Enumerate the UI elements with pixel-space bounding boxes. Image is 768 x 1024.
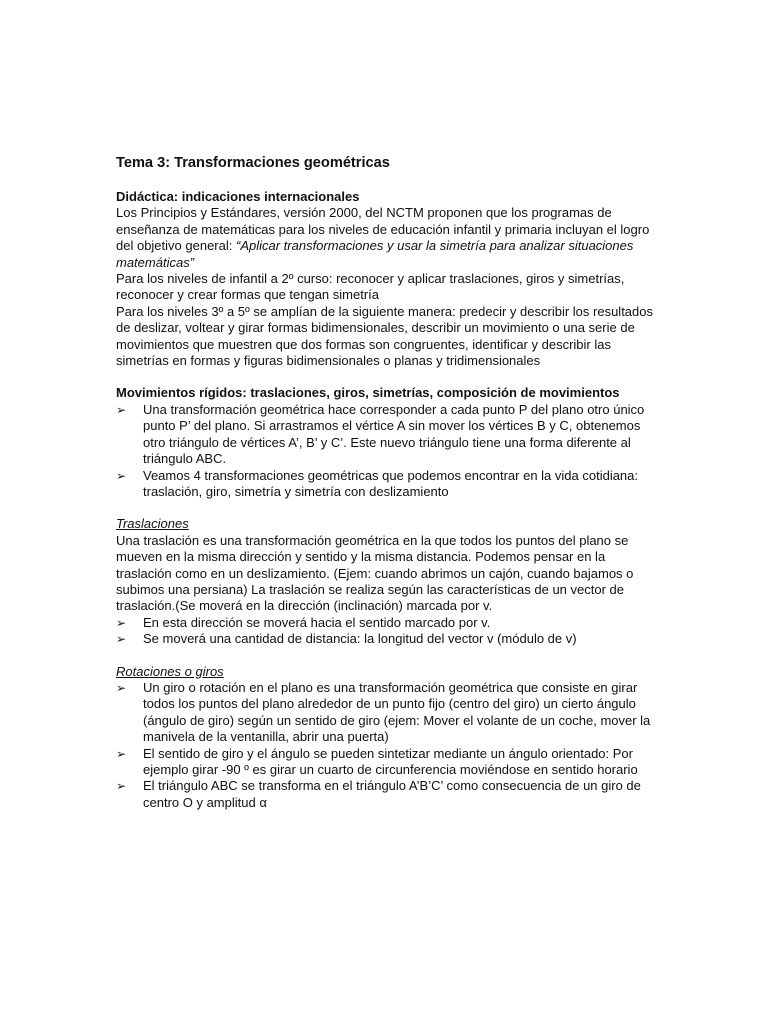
traslaciones-paragraph: Una traslación es una transformación geométrica en la que todos los puntos del plano se mueven en la misma dirección y sentido y la misma distancia. Podemos pensar en la traslación como en un deslizamiento. (Ejem: cuando abrimos un cajón, cuando bajamos o subimos una persiana) La traslación se realiza según las características de un vector de traslación.(Se moverá en la dirección (inclinación) marcada por v.	[116, 532, 634, 614]
document-title: Tema 3: Transformaciones geométricas	[116, 155, 390, 171]
didactica-p1-quote: “Aplicar transformaciones y usar la simetría para analizar situaciones matemáticas”	[116, 238, 634, 270]
spacer	[116, 369, 656, 385]
list-item-text: Se moverá una cantidad de distancia: la longitud del vector v (módulo de v)	[143, 631, 577, 647]
arrow-bullet-icon: ➢	[116, 615, 127, 630]
spacer	[116, 500, 656, 516]
list-item-text: En esta dirección se moverá hacia el sentido marcado por v.	[143, 614, 491, 630]
didactica-paragraph-2: Para los niveles de infantil a 2º curso: reconocer y aplicar traslaciones, giros y simetrías, reconocer y crear formas que tengan simetría	[116, 271, 625, 303]
list-item	[116, 680, 656, 746]
didactica-paragraph-3: Para los niveles 3º a 5º se amplían de la siguiente manera: predecir y describir los resultados de deslizar, voltear y girar formas bidimensionales, describir un movimiento o una serie de movimientos que muestren que dos formas son congruentes, identificar y describir las simetrías en formas y figuras bidimensionales o planas y tridimensionales	[116, 303, 653, 369]
didactica-p1-lead: Los Principios y Estándares, versión 2000, del NCTM proponen que los programas de enseñanza de matemáticas para los niveles de educación infantil y primaria incluyan el logro del objetivo general:	[116, 205, 650, 254]
list-item	[116, 631, 656, 647]
arrow-bullet-icon: ➢	[116, 468, 127, 483]
traslaciones-list	[116, 615, 656, 648]
arrow-bullet-icon: ➢	[116, 632, 127, 647]
arrow-bullet-icon: ➢	[116, 779, 127, 794]
arrow-bullet-icon: ➢	[116, 746, 127, 761]
list-item	[116, 615, 656, 631]
rotaciones-list	[116, 680, 656, 811]
arrow-bullet-icon: ➢	[116, 680, 127, 695]
document-page	[116, 154, 656, 811]
traslaciones-heading: Traslaciones	[116, 516, 189, 532]
list-item	[116, 746, 656, 779]
movimientos-heading: Movimientos rígidos: traslaciones, giros, simetrías, composición de movimientos	[116, 385, 620, 401]
list-item-text: Un giro o rotación en el plano es una transformación geométrica que consiste en girar todos los puntos del plano alrededor de un punto fijo (centro del giro) un cierto ángulo (ángulo de giro) según un sentido de giro (ejem: Mover el volante de un coche, mover la manivela de la ventanilla, abrir una puerta)	[143, 679, 651, 745]
list-item-text: Una transformación geométrica hace corresponder a cada punto P del plano otro único punto P’ del plano. Si arrastramos el vértice A sin mover los vértices B y C, obtenemos otro triángulo de vértices A’, B’ y C’. Este nuevo triángulo tiene una forma diferente al triángulo ABC.	[143, 401, 645, 467]
list-item	[116, 402, 656, 468]
rotaciones-heading: Rotaciones o giros	[116, 663, 224, 679]
arrow-bullet-icon: ➢	[116, 402, 127, 417]
list-item-text: Veamos 4 transformaciones geométricas que podemos encontrar en la vida cotidiana: traslación, giro, simetría y simetría con deslizamiento	[143, 467, 639, 499]
didactica-paragraph-1	[116, 205, 656, 271]
list-item-text: El triángulo ABC se transforma en el triángulo A’B’C’ como consecuencia de un giro de centro O y amplitud α	[143, 778, 641, 810]
list-item	[116, 468, 656, 501]
spacer	[116, 648, 656, 664]
list-item-text: El sentido de giro y el ángulo se pueden sintetizar mediante un ángulo orientado: Por ejemplo girar -90 º es girar un cuarto de circunferencia moviéndose en sentido horario	[143, 745, 638, 777]
didactica-heading: Didáctica: indicaciones internacionales	[116, 189, 360, 204]
list-item	[116, 778, 656, 811]
movimientos-list	[116, 402, 656, 500]
